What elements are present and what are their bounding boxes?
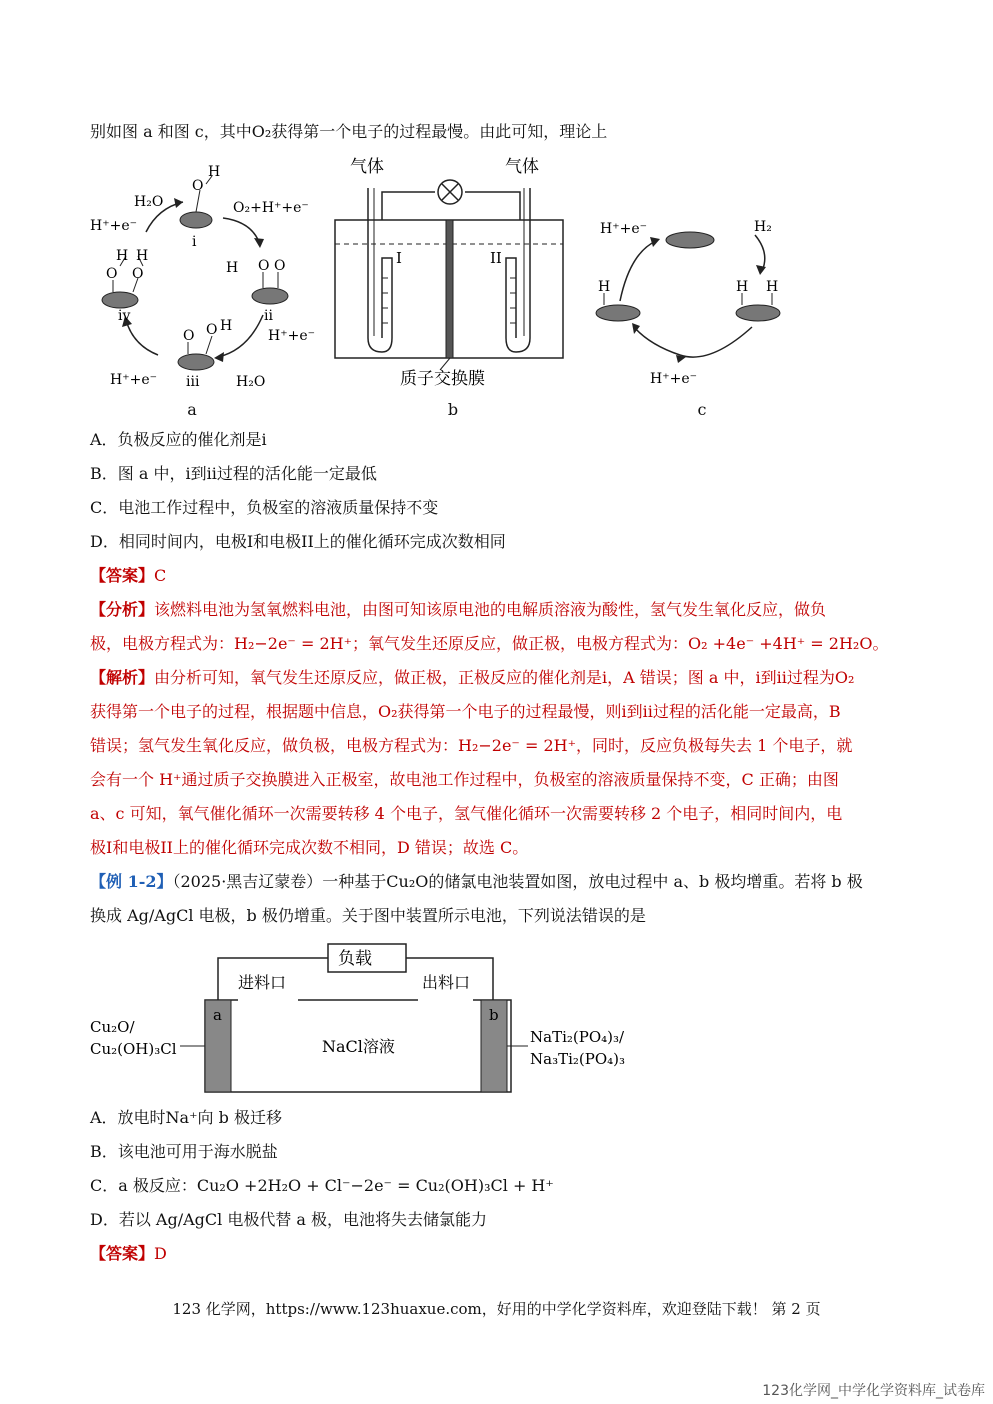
fig-a-o-ii-1: O: [258, 258, 270, 274]
fig-c-h2: H₂: [754, 219, 772, 235]
analysis-tag: 【分析】: [90, 600, 155, 619]
fig-a-h2o-top: H₂O: [134, 194, 164, 210]
fig-a-o2-h-e: O₂+H⁺+e⁻: [233, 200, 309, 216]
fig-a-h-iv: H: [116, 248, 129, 264]
fig-c-h-right-1: H: [736, 279, 749, 295]
q2-stem-text-1: （2025·黑吉辽蒙卷）一种基于Cu₂O的储氯电池装置如图，放电过程中 a、b 极均增重。若将 b 极: [172, 872, 863, 891]
q2-fig-electrode-b: b: [489, 1006, 499, 1024]
q1-explain-line-4: 会有一个 H⁺通过质子交换膜进入正极室，故电池工作过程中，负极室的溶液质量保持不变，C 正确；由图: [90, 770, 839, 789]
q2-answer-tag: 【答案】: [90, 1244, 155, 1263]
q1-option-d: D．相同时间内，电极I和电极II上的催化循环完成次数相同: [90, 532, 506, 551]
figure-c-catalytic-cycle: [590, 205, 800, 395]
q2-fig-right-1: NaTi₂(PO₄)₃/: [530, 1028, 625, 1046]
q1-analysis-line-1: [90, 600, 826, 620]
fig-a-roman-ii: ii: [264, 308, 273, 324]
q2-option-d: D．若以 Ag/AgCl 电极代替 a 极，电池将失去储氯能力: [90, 1210, 488, 1229]
fig-a-h-top: H: [208, 164, 221, 180]
q2-tag: 【例 1-2】: [90, 872, 173, 891]
fig-c-h-left: H: [598, 279, 611, 295]
fig-a-h2o-bottom: H₂O: [236, 374, 266, 390]
figure-b-caption: b: [447, 400, 459, 419]
fig-a-o-top: O: [192, 178, 204, 194]
fig-a-o-iii-2: O: [206, 322, 218, 338]
explain-tag: 【解析】: [90, 668, 155, 687]
fig-a-roman-iv: iv: [118, 308, 131, 324]
q1-explain-line-6: 极I和电极II上的催化循环完成次数不相同，D 错误；故选 C。: [90, 838, 529, 857]
fig-a-o-ii-2: O: [274, 258, 286, 274]
fig-b-gas-left: 气体: [350, 157, 384, 177]
figure-c-caption: c: [697, 400, 707, 419]
q2-fig-inlet: 进料口: [238, 973, 287, 992]
fig-a-h-plus-e-left: H⁺+e⁻: [90, 218, 138, 234]
q1-explain-line-1: [90, 668, 854, 688]
fig-a-h-plus-e-bottom: H⁺+e⁻: [110, 372, 158, 388]
fig-b-membrane: 质子交换膜: [400, 369, 485, 389]
q1-answer: [90, 566, 166, 586]
q1-option-b: B．图 a 中，i到ii过程的活化能一定最低: [90, 464, 377, 483]
q1-explain-line-3: 错误；氢气发生氧化反应，做负极，电极方程式为：H₂−2e⁻ = 2H⁺，同时，反应负极每失去 1 个电子，就: [90, 736, 853, 755]
q2-fig-outlet: 出料口: [422, 973, 471, 992]
q1-option-a: A．负极反应的催化剂是i: [90, 430, 267, 449]
fig-a-h-iii: H: [220, 318, 233, 334]
q2-fig-electrode-a: a: [213, 1006, 222, 1024]
q2-fig-solution: NaCl溶液: [322, 1037, 395, 1056]
q2-stem-line-1: [90, 872, 863, 892]
q1-explain-line-5: a、c 可知，氧气催化循环一次需要转移 4 个电子，氢气催化循环一次需要转移 2 个电子，相同时间内，电: [90, 804, 843, 823]
q2-fig-right-2: Na₃Ti₂(PO₄)₃: [530, 1050, 626, 1068]
fig-a-roman-i: i: [192, 234, 197, 250]
intro-text: 别如图 a 和图 c，其中O₂获得第一个电子的过程最慢。由此可知，理论上: [90, 122, 608, 141]
fig-a-h-ii: H: [226, 260, 239, 276]
fig-a-o-iv-2: O: [132, 266, 144, 282]
fig-c-h-plus-e-bottom: H⁺+e⁻: [650, 371, 698, 387]
fig-a-roman-iii: iii: [186, 374, 200, 390]
page-footer: 123 化学网，https://www.123huaxue.com，好用的中学化学资料库，欢迎登陆下载！ 第 2 页: [172, 1300, 821, 1318]
analysis-text-1: 该燃料电池为氢氧燃料电池，由图可知该原电池的电解质溶液为酸性，氢气发生氧化反应，做负: [154, 600, 827, 619]
answer-value: C: [154, 566, 167, 585]
q2-option-a: A．放电时Na⁺向 b 极迁移: [90, 1108, 282, 1127]
q2-answer-value: D: [154, 1244, 167, 1263]
q2-answer: [90, 1244, 167, 1264]
figure-b-cell: [330, 148, 570, 388]
fig-a-o-iv: O: [106, 266, 118, 282]
q1-option-c: C．电池工作过程中，负极室的溶液质量保持不变: [90, 498, 439, 517]
fig-a-h-plus-e-right: H⁺+e⁻: [268, 328, 316, 344]
figure-a-catalytic-cycle: [88, 160, 328, 400]
q2-fig-left-2: Cu₂(OH)₃Cl: [90, 1040, 177, 1058]
explain-text-1: 由分析可知，氧气发生还原反应，做正极，正极反应的催化剂是i，A 错误；图 a 中，i到ii过程为O₂: [154, 668, 855, 687]
q2-fig-left-1: Cu₂O/: [90, 1018, 135, 1036]
fig-c-h-plus-e-top: H⁺+e⁻: [600, 221, 648, 237]
q2-fig-load: 负载: [338, 949, 372, 969]
fig-b-electrode-ii: II: [490, 249, 502, 267]
q1-analysis-line-2: 极，电极方程式为：H₂−2e⁻ = 2H⁺；氧气发生还原反应，做正极，电极方程式为：O₂ +4e⁻ +4H⁺ = 2H₂O。: [90, 634, 889, 653]
q2-option-b: B．该电池可用于海水脱盐: [90, 1142, 278, 1161]
q2-option-c: C．a 极反应：Cu₂O +2H₂O + Cl⁻−2e⁻ = Cu₂(OH)₃Cl + H⁺: [90, 1176, 554, 1195]
watermark: 123化学网_中学化学资料库_试卷库: [762, 1383, 985, 1399]
figure-a-caption: a: [187, 400, 197, 419]
answer-tag: 【答案】: [90, 566, 155, 585]
q1-explain-line-2: 获得第一个电子的过程，根据题中信息，O₂获得第一个电子的过程最慢，则i到ii过程的活化能一定最高，B: [90, 702, 841, 721]
q2-stem-line-2: 换成 Ag/AgCl 电极，b 极仍增重。关于图中装置所示电池，下列说法错误的是: [90, 906, 646, 925]
fig-b-electrode-i: I: [396, 249, 402, 267]
figure-q2-battery: [88, 940, 648, 1100]
fig-a-h-iv-2: H: [136, 248, 149, 264]
fig-c-h-right-2: H: [766, 279, 779, 295]
fig-a-o-iii: O: [183, 328, 195, 344]
fig-b-gas-right: 气体: [505, 157, 539, 177]
